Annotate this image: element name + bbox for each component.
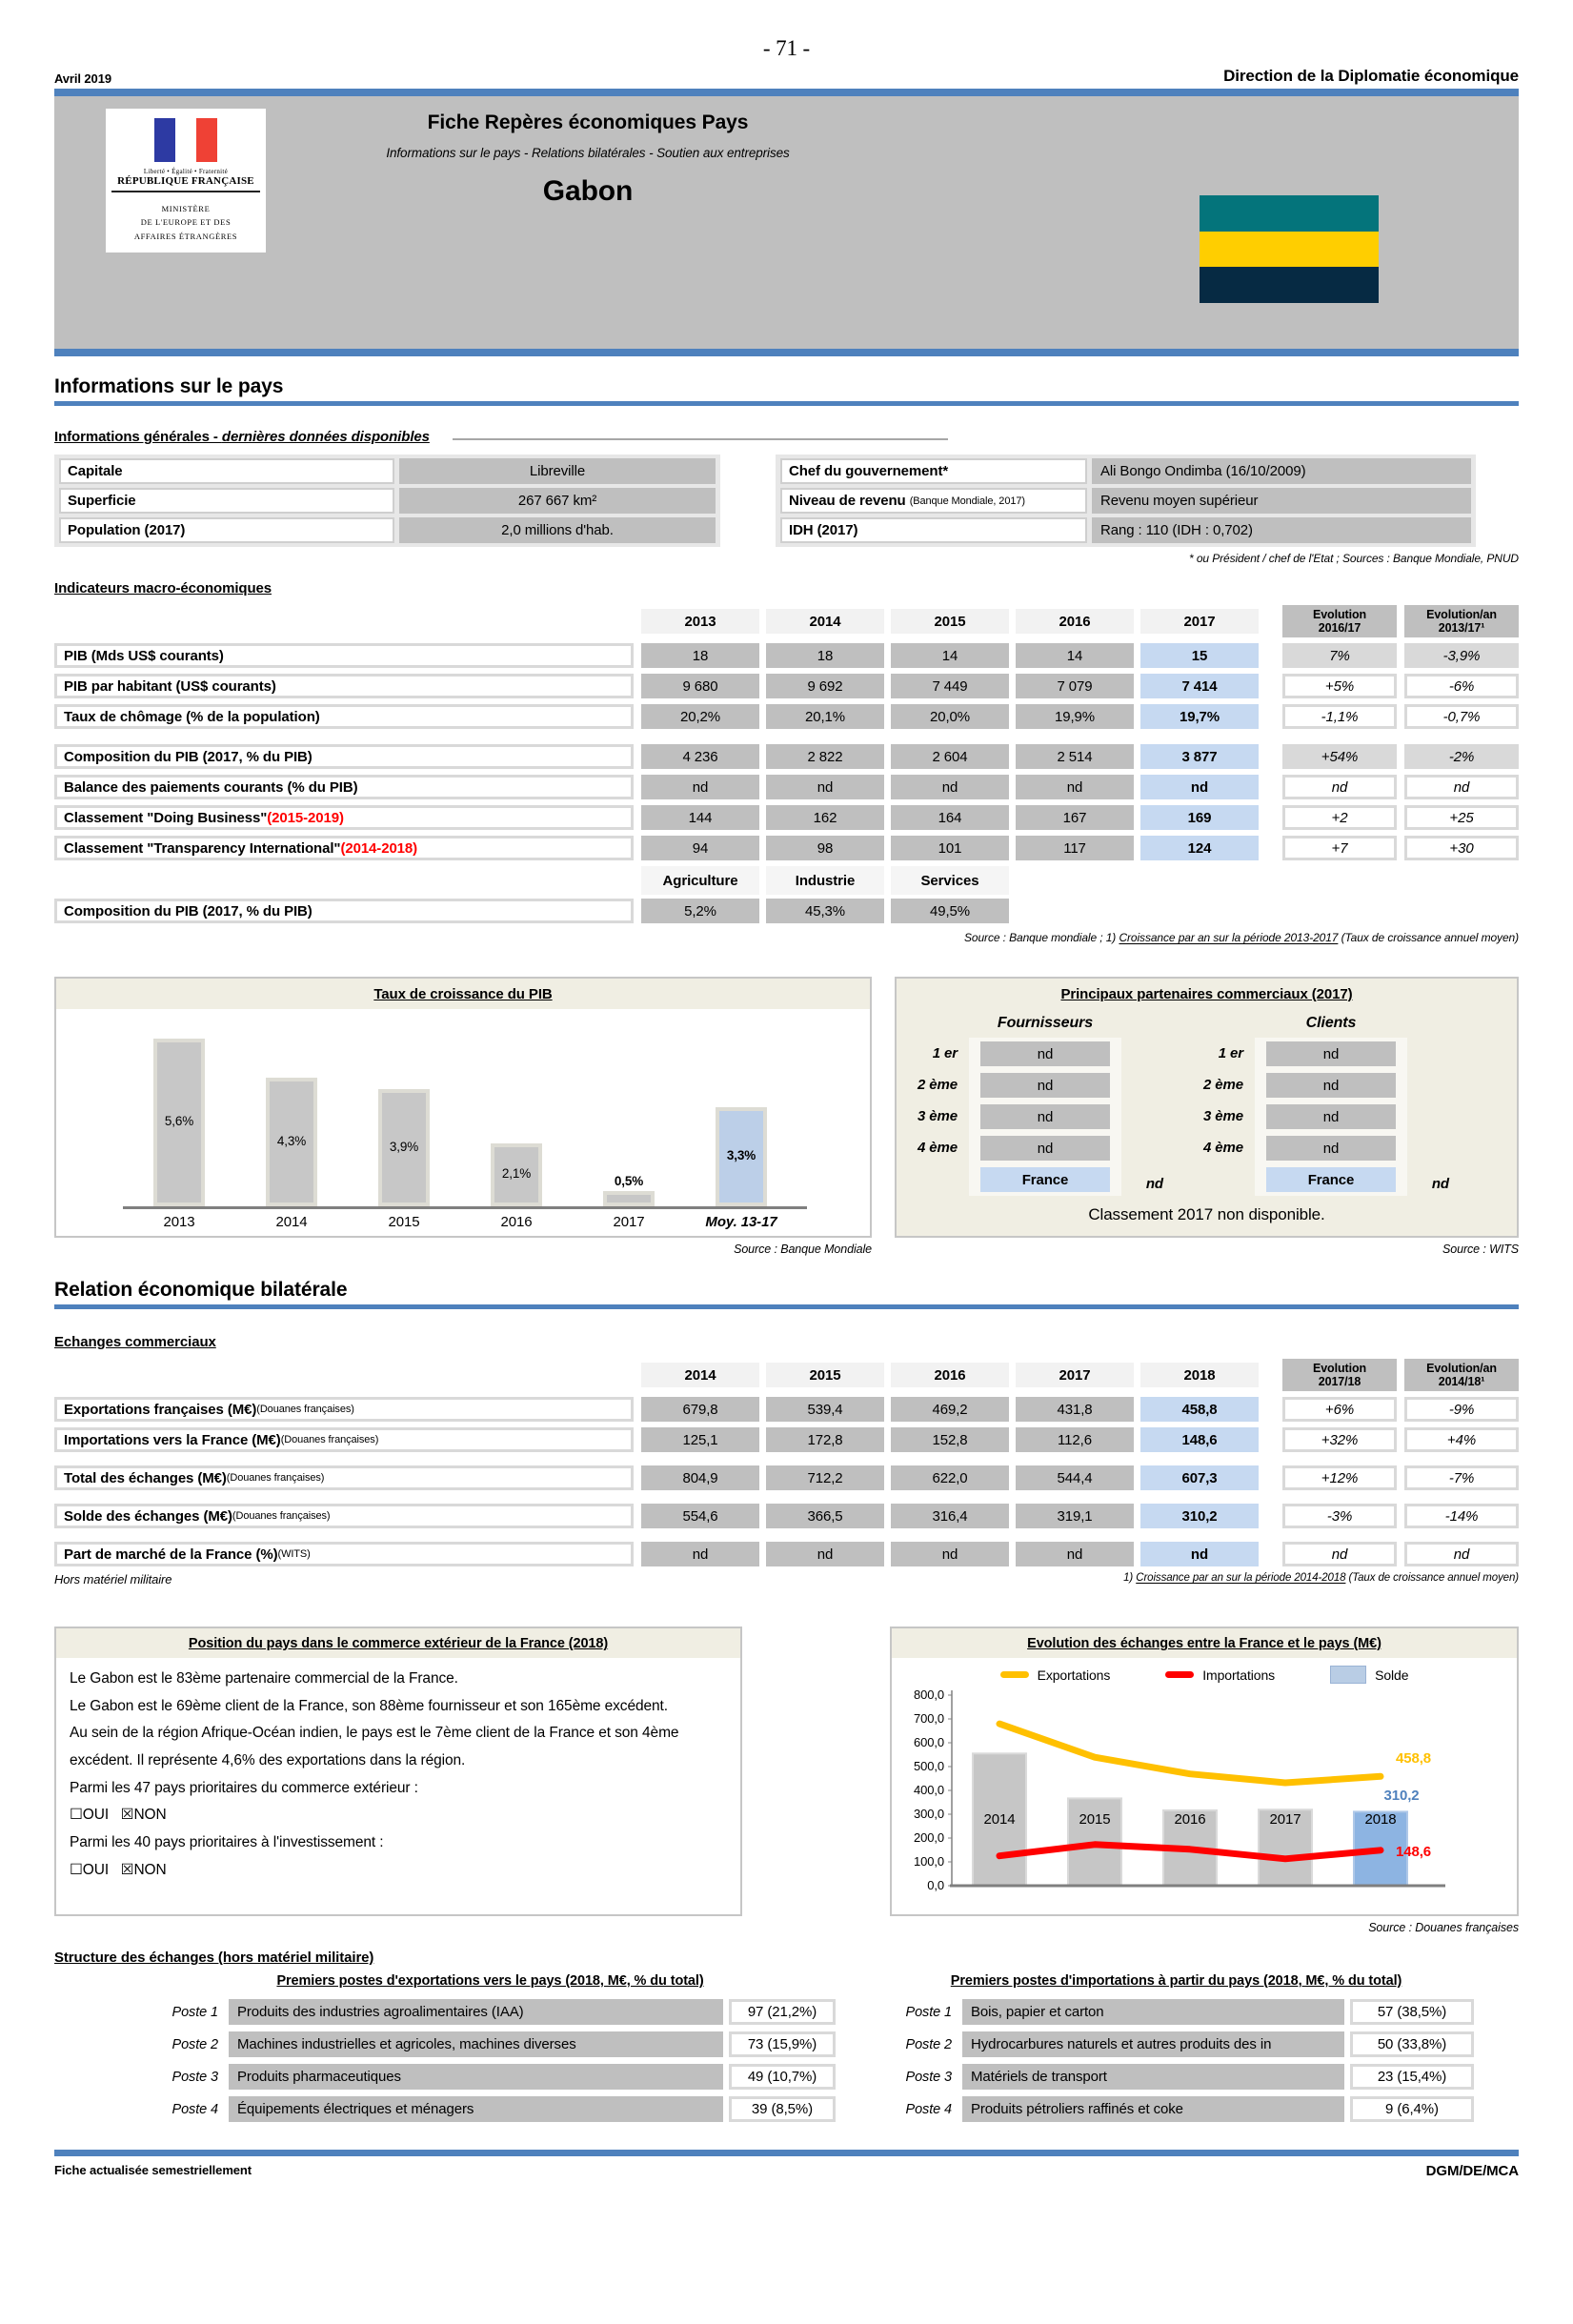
growth-bars — [123, 1019, 807, 1209]
client-value: nd — [1266, 1136, 1396, 1161]
svg-text:310,2: 310,2 — [1383, 1788, 1420, 1804]
divider-line — [453, 438, 948, 440]
table-row: Classement "Doing Business" (2015-2019) 144 162 164 167 169 +2 +25 — [54, 805, 1519, 830]
year-header: 2017 — [1016, 1363, 1134, 1387]
section-heading-bilateral: Relation économique bilatérale — [54, 1279, 348, 1301]
france-ministry-logo — [106, 109, 266, 253]
svg-text:2015: 2015 — [1079, 1811, 1111, 1828]
france-client-rank: France — [1266, 1167, 1396, 1192]
supplier-value: nd — [980, 1136, 1110, 1161]
legend-exportations: Exportations — [1000, 1667, 1111, 1683]
year-header: 2018 — [1140, 1363, 1259, 1387]
logo-ministry: MINISTÈRE DE L'EUROPE ET DES AFFAIRES ÉTRANGÈRES — [133, 204, 238, 241]
exports-postes-table: Premiers postes d'exportations vers le pays (2018, M€, % du total) Poste 1 Produits des industries agroalimentaires (IAA) 97 (21,2%) Poste 2 Machines industrielles et agricoles, machines diverses 73 (15,9%) Poste 3 Produits pharmaceutiques 49 (10,7%) Poste 4 Équipements électriques et ménagers 39 (8,5%) — [145, 1973, 836, 2129]
growth-bar — [235, 1019, 348, 1206]
footer-service: DGM/DE/MCA — [1425, 2163, 1519, 2179]
sources-note: * ou Président / chef de l'Etat ; Sources : Banque Mondiale, PNUD — [1189, 552, 1519, 565]
table-row: Niveau de revenu (Banque Mondiale, 2017) Revenu moyen supérieur — [780, 488, 1471, 514]
bar-value-label: 3,3% — [726, 1148, 756, 1162]
partners-note: Classement 2017 non disponible. — [1088, 1205, 1325, 1223]
svg-text:148,6: 148,6 — [1396, 1844, 1432, 1860]
table-row: Poste 4 Produits pétroliers raffinés et coke 9 (6,4%) — [878, 2096, 1474, 2122]
table-row: Poste 4 Équipements électriques et ménagers 39 (8,5%) — [145, 2096, 836, 2122]
svg-text:458,8: 458,8 — [1396, 1750, 1432, 1767]
svg-text:2014: 2014 — [983, 1811, 1016, 1828]
svg-text:500,0: 500,0 — [913, 1759, 944, 1773]
sector-data-row: Composition du PIB (2017, % du PIB) 5,2% 45,3% 49,5% — [54, 899, 1519, 923]
growth-bar — [123, 1019, 235, 1206]
section-rule — [54, 401, 1519, 406]
bar-value-label: 5,6% — [164, 1114, 194, 1128]
footer-rule — [54, 2150, 1519, 2156]
echanges-header-row — [54, 1359, 1519, 1391]
bar-value-label: 0,5% — [614, 1174, 644, 1188]
partners-title: Principaux partenaires commerciaux (2017) — [1060, 986, 1353, 1002]
supplier-value: nd — [980, 1041, 1110, 1066]
position-text: Parmi les 40 pays prioritaires à l'investissement : — [70, 1834, 384, 1851]
client-value: nd — [1266, 1073, 1396, 1098]
document-subtitle: Informations sur le pays - Relations bilatérales - Soutien aux entreprises — [386, 146, 790, 160]
banner-bottom-rule — [54, 349, 1519, 356]
general-info-table — [54, 455, 720, 547]
sector-header-row: Agriculture Industrie Services — [54, 866, 1519, 895]
table-row: Taux de chômage (% de la population) 20,2% 20,1% 20,0% 19,9% 19,7% -1,1% -0,7% — [54, 704, 1519, 729]
table-row: Classement "Transparency International" (2014-2018) 94 98 101 117 124 +7 +30 — [54, 836, 1519, 860]
bar-value-label: 4,3% — [276, 1133, 307, 1148]
table-row: Chef du gouvernement* Ali Bongo Ondimba (16/10/2009) — [780, 458, 1471, 484]
evolution-header: Evolution 2016/17 — [1282, 605, 1397, 637]
subheading-macro: Indicateurs macro-économiques — [54, 580, 272, 596]
suppliers-column: Fournisseurs 1 er 2 ème 3 ème 4 ème nd nd nd nd France nd — [906, 1015, 1192, 1196]
echanges-svg — [895, 1686, 1514, 1914]
page-number: - 71 - — [762, 36, 811, 60]
echanges-chart-title: Evolution des échanges entre la France et le pays (M€) — [892, 1628, 1517, 1658]
year-header: 2015 — [891, 609, 1009, 634]
position-title: Position du pays dans le commerce extérieur de la France (2018) — [56, 1628, 740, 1658]
table-row: Poste 1 Produits des industries agroalimentaires (IAA) 97 (21,2%) — [145, 1999, 836, 2025]
checkbox-row: ☐OUI ☒NON — [70, 1807, 167, 1824]
svg-text:2017: 2017 — [1269, 1811, 1301, 1828]
gabon-flag-icon — [1200, 195, 1379, 303]
echanges-chart-source: Source : Douanes françaises — [1368, 1921, 1519, 1934]
position-text: Le Gabon est le 83ème partenaire commercial de la France. — [70, 1670, 458, 1687]
table-row: Balance des paiements courants (% du PIB) nd nd nd nd nd nd nd — [54, 775, 1519, 799]
growth-footnote: 1) Croissance par an sur la période 2014-2018 (Taux de croissance annuel moyen) — [1123, 1572, 1519, 1584]
year-header: 2014 — [766, 609, 884, 634]
chart-legend — [892, 1666, 1517, 1684]
year-header: 2014 — [641, 1363, 759, 1387]
top-rule — [54, 89, 1519, 96]
client-value: nd — [1266, 1104, 1396, 1129]
title-banner — [54, 96, 1519, 349]
table-row: Solde des échanges (M€) (Douanes françaises) 554,6 366,5 316,4 319,1 310,2 -3% -14% — [54, 1504, 1519, 1528]
supplier-value: nd — [980, 1104, 1110, 1129]
section-heading-pays: Informations sur le pays — [54, 375, 284, 397]
position-panel — [54, 1627, 742, 1916]
bar-category-label: 2016 — [500, 1214, 533, 1230]
svg-text:200,0: 200,0 — [913, 1830, 944, 1845]
government-info-table — [776, 455, 1476, 547]
table-row: Poste 2 Hydrocarbures naturels et autres produits des in 50 (33,8%) — [878, 2031, 1474, 2057]
country-name: Gabon — [542, 175, 634, 207]
evolution-header: Evolution/an 2014/18¹ — [1404, 1359, 1519, 1391]
legend-solde: Solde — [1330, 1666, 1408, 1684]
bar-category-label: Moy. 13-17 — [705, 1214, 777, 1230]
year-header: 2016 — [891, 1363, 1009, 1387]
table-row: Poste 3 Matériels de transport 23 (15,4%) — [878, 2064, 1474, 2090]
table-row: Poste 3 Produits pharmaceutiques 49 (10,7%) — [145, 2064, 836, 2090]
header-department: Direction de la Diplomatie économique — [1223, 67, 1519, 85]
year-header: 2015 — [766, 1363, 884, 1387]
svg-text:800,0: 800,0 — [913, 1687, 944, 1702]
france-supplier-rank: France — [980, 1167, 1110, 1192]
section-rule — [54, 1304, 1519, 1309]
header-date: Avril 2019 — [54, 71, 111, 86]
growth-bar — [348, 1019, 460, 1206]
subheading-echanges: Echanges commerciaux — [54, 1334, 216, 1350]
position-text: Parmi les 47 pays prioritaires du commerce extérieur : — [70, 1779, 418, 1796]
clients-column: Clients 1 er 2 ème 3 ème 4 ème nd nd nd nd France nd — [1192, 1015, 1478, 1196]
position-text: Le Gabon est le 69ème client de la France, son 88ème fournisseur et son 165ème excédent. — [70, 1697, 668, 1714]
logo-motto: Liberté • Égalité • Fraternité — [143, 168, 229, 175]
footer-note: Fiche actualisée semestriellement — [54, 2163, 252, 2177]
svg-text:700,0: 700,0 — [913, 1711, 944, 1726]
imports-postes-table: Premiers postes d'importations à partir du pays (2018, M€, % du total) Poste 1 Bois, papier et carton 57 (38,5%) Poste 2 Hydrocarbures naturels et autres produits des in 50 (33,8%) Poste 3 Matériels de transport 23 (15,4%) Poste 4 Produits pétroliers raffinés et coke 9 (6,4%) — [878, 1973, 1474, 2129]
subheading-general: Informations générales - dernières données disponibles — [54, 429, 430, 445]
svg-text:2018: 2018 — [1364, 1811, 1397, 1828]
year-header: 2013 — [641, 609, 759, 634]
table-row: Part de marché de la France (%) (WITS) nd nd nd nd nd nd nd — [54, 1542, 1519, 1566]
partners-source: Source : WITS — [1442, 1243, 1519, 1256]
page-footer — [54, 2163, 1519, 2179]
table-row: PIB (Mds US$ courants) 18 18 14 14 15 7% -3,9% — [54, 643, 1519, 668]
table-row: Population (2017) 2,0 millions d'hab. — [59, 517, 716, 543]
document-title: Fiche Repères économiques Pays — [427, 111, 749, 133]
svg-text:400,0: 400,0 — [913, 1783, 944, 1797]
macro-source-note: Source : Banque mondiale ; 1) Croissance par an sur la période 2013-2017 (Taux de croissance annuel moyen) — [964, 931, 1519, 944]
table-row: Superficie 267 667 km² — [59, 488, 716, 514]
evolution-header: Evolution/an 2013/17¹ — [1404, 605, 1519, 637]
svg-text:300,0: 300,0 — [913, 1807, 944, 1821]
french-flag-icon — [154, 118, 217, 162]
bar-category-label: 2015 — [388, 1214, 420, 1230]
macro-header-row — [54, 605, 1519, 637]
table-row: PIB par habitant (US$ courants) 9 680 9 692 7 449 7 079 7 414 +5% -6% — [54, 674, 1519, 698]
macro-table — [54, 605, 1519, 923]
table-row: Importations vers la France (M€) (Douanes françaises) 125,1 172,8 152,8 112,6 148,6 +32% +4% — [54, 1427, 1519, 1452]
table-row: Composition du PIB (2017, % du PIB) 4 236 2 822 2 604 2 514 3 877 +54% -2% — [54, 744, 1519, 769]
position-text: Au sein de la région Afrique-Océan indien, le pays est le 7ème client de la France et son 4ème excédent. Il représente 4,6% des exportations dans la région. — [70, 1725, 683, 1769]
growth-bar — [685, 1019, 797, 1206]
client-value: nd — [1266, 1041, 1396, 1066]
echanges-table — [54, 1359, 1519, 1566]
bar-category-label: 2014 — [275, 1214, 308, 1230]
evolution-header: Evolution 2017/18 — [1282, 1359, 1397, 1391]
growth-bar — [460, 1019, 573, 1206]
table-row: Exportations françaises (M€) (Douanes françaises) 679,8 539,4 469,2 431,8 458,8 +6% -9% — [54, 1397, 1519, 1422]
table-row: Poste 1 Bois, papier et carton 57 (38,5%) — [878, 1999, 1474, 2025]
bar-category-label: 2017 — [613, 1214, 645, 1230]
bar-category-label: 2013 — [163, 1214, 195, 1230]
table-row: Poste 2 Machines industrielles et agricoles, machines diverses 73 (15,9%) — [145, 2031, 836, 2057]
page-header — [54, 67, 1519, 86]
pib-growth-chart-panel — [54, 977, 872, 1238]
svg-text:2016: 2016 — [1174, 1811, 1206, 1828]
growth-chart-source: Source : Banque Mondiale — [734, 1243, 872, 1256]
table-row: Capitale Libreville — [59, 458, 716, 484]
svg-text:100,0: 100,0 — [913, 1854, 944, 1869]
bar-value-label: 2,1% — [501, 1166, 532, 1181]
growth-categories — [123, 1209, 807, 1230]
military-note: Hors matériel militaire — [54, 1572, 172, 1586]
table-row: IDH (2017) Rang : 110 (IDH : 0,702) — [780, 517, 1471, 543]
svg-text:0,0: 0,0 — [927, 1878, 944, 1892]
echanges-chart-panel — [890, 1627, 1519, 1916]
table-row: Total des échanges (M€) (Douanes françaises) 804,9 712,2 622,0 544,4 607,3 +12% -7% — [54, 1465, 1519, 1490]
svg-text:600,0: 600,0 — [913, 1735, 944, 1749]
bar-value-label: 3,9% — [389, 1139, 419, 1154]
year-header: 2016 — [1016, 609, 1134, 634]
checkbox-row: ☐OUI ☒NON — [70, 1861, 167, 1878]
growth-bar — [573, 1019, 685, 1206]
legend-importations: Importations — [1165, 1667, 1275, 1683]
partners-panel — [895, 977, 1519, 1238]
logo-republic: RÉPUBLIQUE FRANÇAISE — [111, 175, 260, 192]
supplier-value: nd — [980, 1073, 1110, 1098]
chart-title: Taux de croissance du PIB — [56, 979, 870, 1009]
year-header: 2017 — [1140, 609, 1259, 634]
subheading-structure: Structure des échanges (hors matériel militaire) — [54, 1950, 374, 1966]
